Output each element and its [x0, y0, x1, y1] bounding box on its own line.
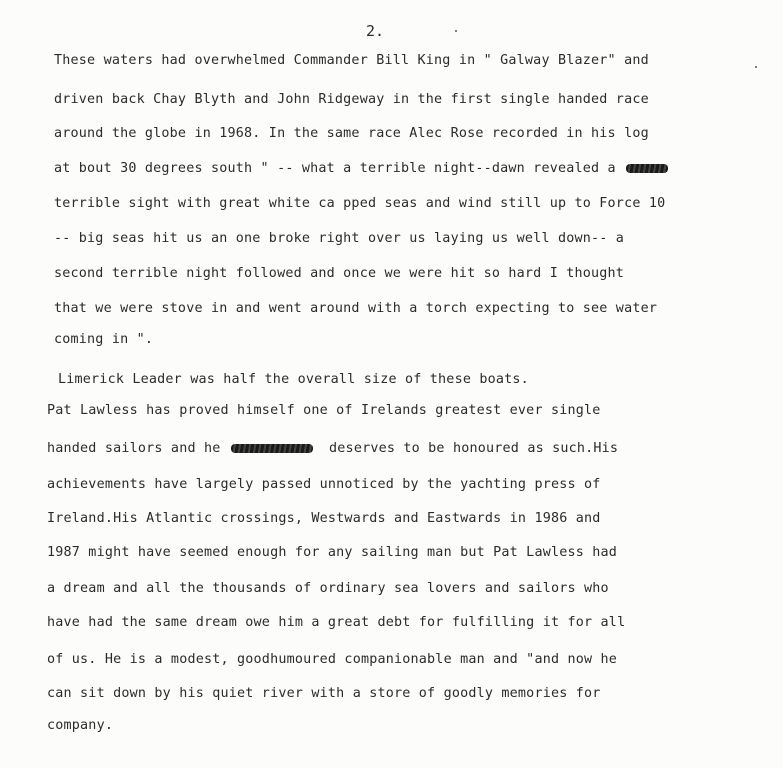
text-line-with-redaction	[54, 161, 670, 176]
paper-speck	[755, 66, 757, 68]
text-line: terrible sight with great white ca pped seas and wind still up to Force 10	[54, 196, 666, 211]
paper-speck	[455, 30, 457, 32]
text-line: driven back Chay Blyth and John Ridgeway in the first single handed race	[54, 92, 649, 107]
redaction-mark	[231, 444, 313, 453]
text-line: a dream and all the thousands of ordinary sea lovers and sailors who	[47, 581, 609, 596]
redaction-mark	[626, 164, 668, 173]
text-line: Pat Lawless has proved himself one of Irelands greatest ever single	[47, 403, 601, 418]
text-line-with-redaction	[47, 441, 618, 456]
text-line: -- big seas hit us an one broke right over us laying us well down-- a	[54, 231, 625, 246]
text-line: of us. He is a modest, goodhumoured companionable man and "and now he	[47, 652, 618, 667]
text-line: have had the same dream owe him a great debt for fulfilling it for all	[47, 615, 626, 630]
text-line: company.	[47, 718, 114, 733]
text-line: that we were stove in and went around with a torch expecting to see water	[54, 301, 658, 316]
text-line: Ireland.His Atlantic crossings, Westwards and Eastwards in 1986 and	[47, 511, 601, 526]
text-line: can sit down by his quiet river with a store of goodly memories for	[47, 686, 601, 701]
text-line: Limerick Leader was half the overall size of these boats.	[58, 372, 529, 387]
text-line: These waters had overwhelmed Commander Bill King in " Galway Blazer" and	[54, 53, 649, 68]
text-line-segment: at bout 30 degrees south " -- what a terrible night--dawn revealed a	[54, 161, 616, 176]
text-line: coming in ".	[54, 332, 154, 347]
text-line-segment: deserves to be honoured as such.His	[329, 441, 619, 456]
text-line: around the globe in 1968. In the same race Alec Rose recorded in his log	[54, 126, 649, 141]
text-line: 1987 might have seemed enough for any sailing man but Pat Lawless had	[47, 545, 618, 560]
page-number: 2.	[366, 22, 385, 40]
text-line: second terrible night followed and once we were hit so hard I thought	[54, 266, 625, 281]
text-line-segment: handed sailors and he	[47, 441, 221, 456]
text-line: achievements have largely passed unnoticed by the yachting press of	[47, 477, 601, 492]
